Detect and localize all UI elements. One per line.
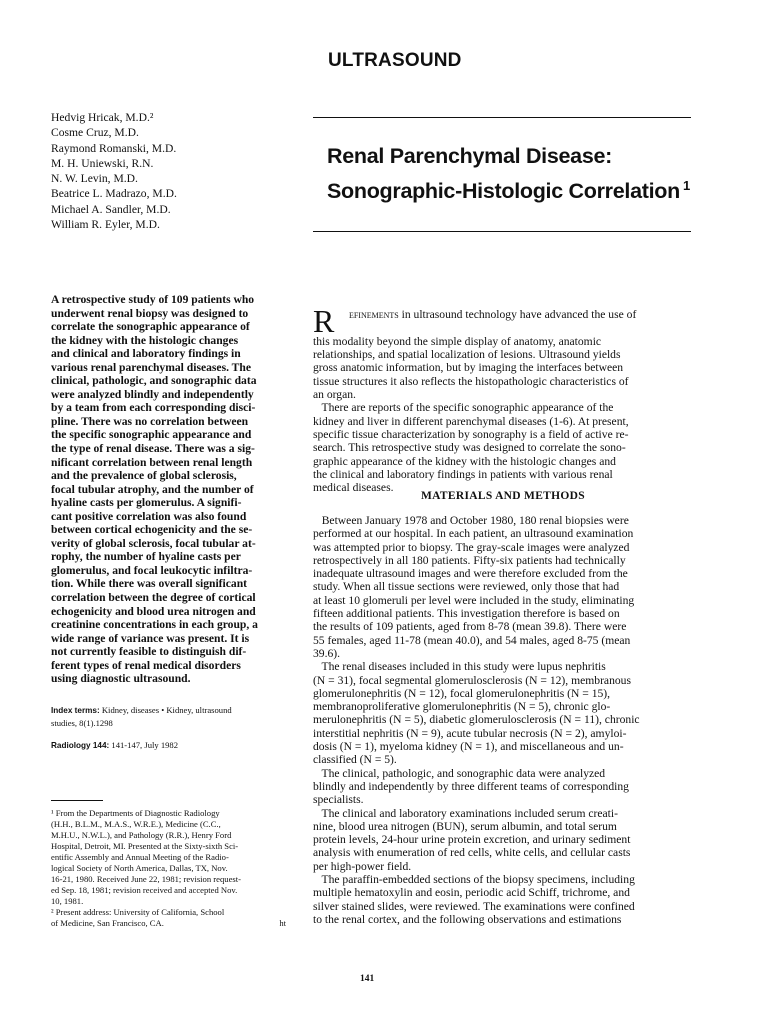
abstract-line: ferent types of renal medical disorders	[51, 658, 241, 672]
abstract-line: A retrospective study of 109 patients who	[51, 293, 255, 306]
text-line: Between January 1978 and October 1980, 180 renal biopsies were	[313, 514, 629, 527]
footnote-line: ed Sep. 18, 1981; revision received and accepted Nov.	[51, 885, 238, 895]
text-line: per high-power field.	[313, 859, 412, 873]
footnote-line: Hospital, Detroit, MI. Presented at the Sixty-sixth Sci-	[51, 841, 239, 851]
text-line: interstitial nephritis (N = 9), acute tubular necrosis (N = 2), amyloi-	[313, 726, 627, 740]
abstract-line: hyaline casts per glomerulus. A signifi-	[51, 496, 242, 510]
text-line: analysis with enumeration of red cells, white cells, and cellular casts	[313, 846, 631, 860]
text-line: 55 females, aged 11-78 (mean 40.0), and 54 males, aged 8-75 (mean	[313, 633, 631, 647]
text-line: multiple hematoxylin and eosin, periodic acid Schiff, trichrome, and	[313, 886, 630, 900]
text-line: silver stained slides, were reviewed. The examinations were confined	[313, 899, 635, 913]
footnote-rule	[51, 800, 103, 801]
journal-citation: Radiology 144: 141-147, July 1982	[51, 740, 179, 750]
text-line: gross anatomic information, but by imaging the interfaces between	[313, 361, 624, 375]
text-line: performed at our hospital. In each patient, an ultrasound examination	[313, 527, 634, 541]
text-line: There are reports of the specific sonographic appearance of the	[313, 401, 614, 415]
abstract-line: the specific sonographic appearance and	[51, 428, 252, 442]
abstract-line: using diagnostic ultrasound.	[51, 672, 191, 686]
index-terms: Index terms: Kidney, diseases • Kidney, ultrasound studies, 8(1).1298	[51, 705, 232, 728]
text-line: this modality beyond the simple display of anatomy, anatomic	[313, 334, 602, 348]
author: Michael A. Sandler, M.D.	[51, 202, 171, 216]
abstract-line: correlate the sonographic appearance of	[51, 320, 250, 334]
text-line: was attempted prior to biopsy. The gray-scale images were analyzed	[313, 540, 630, 554]
text-line: specialists.	[313, 793, 364, 807]
methods-text	[313, 514, 693, 926]
text-line: tissue structures it also reflects the histopathologic characteristics of	[313, 374, 629, 388]
author: Hedvig Hricak, M.D.²	[51, 111, 154, 124]
text-line: study. When all tissue sections were reviewed, only those that had	[313, 580, 620, 594]
abstract-line: verity of global sclerosis, focal tubular at-	[51, 536, 256, 550]
title-bottom-rule	[313, 231, 691, 232]
text-line: an organ.	[313, 388, 356, 402]
text-line: The clinical and laboratory examinations included serum creati-	[313, 806, 618, 820]
abstract-line: echogenicity and blood urea nitrogen and	[51, 604, 256, 618]
title-line-2: Sonographic-Histologic Correlation $^1$	[327, 178, 690, 203]
abstract-line: rophy, the number of hyaline casts per	[51, 550, 241, 564]
abstract-line: pline. There was no correlation between	[51, 414, 249, 428]
text-line: inadequate ultrasound images and were therefore excluded from the	[313, 567, 628, 581]
abstract-line: wide range of variance was present. It is	[51, 631, 250, 645]
text-line: nine, blood urea nitrogen (BUN), serum albumin, and total serum	[313, 819, 617, 833]
text-line: merulonephritis (N = 5), diabetic glomerulosclerosis (N = 11), chronic	[313, 713, 640, 727]
text-line: The renal diseases included in this study were lupus nephritis	[313, 660, 606, 674]
text-line: The clinical, pathologic, and sonographic data were analyzed	[313, 766, 606, 780]
drop-cap: R	[313, 303, 335, 340]
text-line: to the renal cortex, and the following observations and estimations	[313, 912, 622, 926]
article-title	[327, 141, 690, 206]
title-top-rule	[313, 117, 691, 118]
author-list	[51, 110, 177, 232]
text-line: dosis (N = 1), myeloma kidney (N = 1), and miscellaneous and un-	[313, 740, 624, 754]
abstract	[51, 293, 258, 686]
abstract-line: and clinical and laboratory findings in	[51, 347, 241, 361]
text-line: relationships, and spatial localization of lesions. Ultrasound yields	[313, 348, 621, 362]
abstract-line: the type of renal disease. There was a sig-	[51, 442, 255, 456]
abstract-line: by a team from each corresponding disci-	[51, 401, 256, 415]
abstract-line: clinical, pathologic, and sonographic data	[51, 374, 257, 388]
author: William R. Eyler, M.D.	[51, 218, 160, 232]
abstract-line: focal tubular atrophy, and the number of	[51, 482, 254, 496]
text-line: retrospectively in all 180 patients. Fifty-six patients had technically	[313, 553, 626, 567]
text-line: protein levels, 24-hour urine protein excretion, and urinary sediment	[313, 833, 631, 847]
text-line: the results of 109 patients, aged from 8-78 (mean 39.8). There were	[313, 620, 627, 634]
abstract-line: nificant correlation between renal length	[51, 455, 253, 469]
footnote-last-line: of Medicine, San Francisco, CA. ht	[51, 918, 286, 928]
footnote-line: ¹ From the Departments of Diagnostic Radiology	[51, 808, 220, 818]
footnote-line: ² Present address: University of California, School	[51, 907, 225, 917]
author: N. W. Levin, M.D.	[51, 172, 138, 186]
abstract-line: tion. While there was overall significant	[51, 577, 248, 591]
text-line: kidney and liver in different parenchymal diseases (1-6). At present,	[313, 414, 629, 428]
abstract-line: the kidney with the histologic changes	[51, 333, 239, 347]
title-footnote-marker: 1	[682, 178, 690, 193]
index-terms-label: Index terms:	[51, 706, 100, 715]
abstract-line: correlation between the degree of cortical	[51, 591, 256, 605]
author: M. H. Uniewski, R.N.	[51, 156, 154, 170]
abstract-line: various renal parenchymal diseases. The	[51, 360, 252, 374]
footnote-line: M.H.U., N.W.L.), and Pathology (R.R.), Henry Ford	[51, 830, 232, 840]
abstract-line: not currently feasible to distinguish dif-	[51, 645, 247, 659]
footnote-line: entific Assembly and Annual Meeting of the Radio-	[51, 852, 229, 862]
title-line-1: Renal Parenchymal Disease:	[327, 144, 612, 168]
section-label: ULTRASOUND	[328, 50, 462, 71]
abstract-line: and the prevalence of global sclerosis,	[51, 469, 237, 483]
text-line: fifteen additional patients. This investigation therefore is based on	[313, 607, 620, 621]
text-line: membranoproliferative glomerulonephritis (N = 5), chronic glo-	[313, 700, 611, 714]
author: Cosme Cruz, M.D.	[51, 126, 139, 140]
footnote-line: 10, 1981.	[51, 896, 84, 906]
text-line: (N = 31), focal segmental glomerulosclerosis (N = 12), membranous	[313, 673, 631, 687]
footnote-mark: ht	[279, 918, 286, 928]
text-line: search. This retrospective study was designed to correlate the sono-	[313, 441, 626, 455]
abstract-line: glomerulus, and focal leukocytic infiltra-	[51, 563, 253, 577]
abstract-line: cant positive correlation was also found	[51, 509, 247, 523]
abstract-line: were analyzed blindly and independently	[51, 387, 254, 401]
introduction	[313, 295, 693, 494]
section-heading-methods: MATERIALS AND METHODS	[421, 490, 585, 502]
abstract-line: between cortical echogenicity and the se-	[51, 523, 253, 537]
text-line: The paraffin-embedded sections of the biopsy specimens, including	[313, 873, 635, 887]
author: Raymond Romanski, M.D.	[51, 141, 177, 155]
footnote-line: (H.H., B.L.M., M.A.S., W.R.E.), Medicine (C.C.,	[51, 819, 221, 829]
page-number: 141	[360, 974, 375, 984]
text-line: medical diseases.	[313, 481, 394, 495]
text-line: specific tissue characterization by sonography is a field of active re-	[313, 427, 629, 441]
text-line: at least 10 glomeruli per level were included in the study, eliminating	[313, 593, 635, 607]
abstract-line: underwent renal biopsy was designed to	[51, 306, 249, 320]
footnotes	[51, 808, 286, 929]
text-line: 39.6).	[313, 646, 341, 660]
text-line: glomerulonephritis (N = 12), focal glomerulonephritis (N = 15),	[313, 686, 611, 700]
journal-name: Radiology 144:	[51, 741, 110, 750]
text-line: classified (N = 5).	[313, 753, 397, 767]
author: Beatrice L. Madrazo, M.D.	[51, 187, 177, 201]
abstract-line: creatinine concentrations in each group, a	[51, 618, 258, 632]
text-line: blindly and independently by three different teams of corresponding	[313, 779, 629, 793]
intro-first-line: R efinements in ultrasound technology have advanced the use of	[313, 303, 637, 340]
footnote-line: 16-21, 1980. Received June 22, 1981; revision request-	[51, 874, 241, 884]
text-line: graphic appearance of the kidney with the histologic changes and	[313, 454, 616, 468]
footnote-line: logical Society of North America, Dallas, TX, Nov.	[51, 863, 228, 873]
text-line: the clinical and laboratory findings in patients with various renal	[313, 467, 613, 481]
